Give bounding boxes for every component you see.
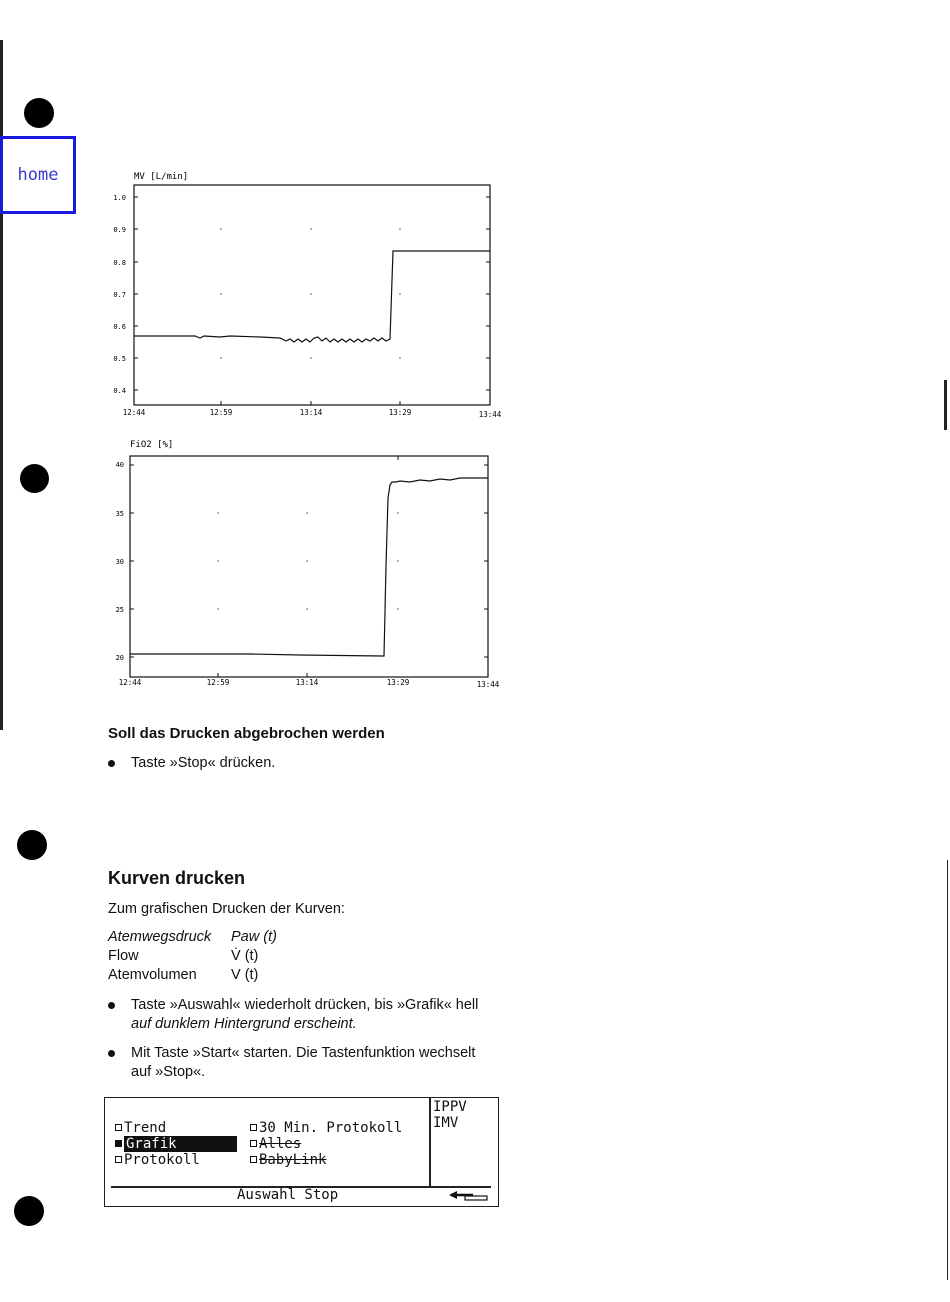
lcd-menu-label: 30 Min. Protokoll (259, 1120, 403, 1136)
mv-grid-dots (220, 228, 401, 359)
lcd-mode-imv: IMV (433, 1115, 459, 1131)
mv-xtick-label: 13:44 (478, 410, 502, 419)
mv-tick-marks (134, 197, 490, 405)
start-instruction-line1: Mit Taste »Start« starten. Die Tastenfunktion wechselt (131, 1045, 476, 1061)
punch-hole-3 (17, 830, 47, 860)
device-lcd-display (104, 1097, 499, 1207)
lcd-menu-protokoll[interactable] (115, 1152, 200, 1168)
curve-value: Paw (t) (231, 929, 277, 945)
fio2-ytick-labels (116, 461, 124, 662)
fio2-xtick-label: 12:59 (206, 678, 230, 687)
lcd-mode-ippv: IPPV (433, 1099, 467, 1115)
mv-xtick-label: 13:14 (299, 408, 323, 417)
select-instruction-line2: auf dunklem Hintergrund erscheint. (131, 1016, 357, 1032)
fio2-grid-dots (217, 512, 399, 610)
mv-series-line (134, 251, 490, 342)
lcd-menu-label: Protokoll (124, 1152, 200, 1168)
lcd-menu-trend[interactable] (115, 1120, 166, 1136)
checkbox-icon (250, 1156, 257, 1163)
mv-ytick-label: 0.8 (113, 259, 126, 267)
fio2-series-line (130, 478, 488, 656)
mv-ylabel: MV [L/min] (134, 172, 189, 182)
curve-label: Flow (108, 948, 139, 964)
mv-ytick-label: 0.6 (113, 323, 126, 331)
stop-print-heading: Soll das Drucken abgebrochen werden (108, 725, 385, 742)
curve-label: Atemwegsdruck (108, 929, 212, 945)
lcd-menu-30min-protokoll[interactable] (250, 1120, 402, 1136)
fio2-xtick-label: 13:14 (295, 678, 319, 687)
lcd-menu-babylink[interactable] (250, 1152, 326, 1168)
fio2-xtick-label: 13:44 (476, 680, 500, 689)
mv-ytick-labels (113, 194, 126, 395)
fio2-xtick-label: 12:44 (118, 678, 142, 687)
fio2-xtick-labels (119, 678, 500, 689)
punch-hole-2 (20, 464, 49, 493)
fio2-plot-frame (130, 456, 488, 677)
lcd-softkey-labels[interactable]: Auswahl Stop (237, 1187, 339, 1203)
fio2-xtick-label: 13:29 (386, 678, 410, 687)
home-button[interactable]: home (0, 136, 76, 214)
mv-xtick-label: 12:44 (122, 408, 146, 417)
punch-hole-4 (14, 1196, 44, 1226)
lcd-mode-divider (429, 1098, 431, 1186)
mv-xtick-label: 12:59 (209, 408, 233, 417)
fio2-trend-chart (100, 436, 510, 692)
fio2-ytick-label: 25 (115, 606, 124, 614)
mv-ytick-label: 0.9 (113, 226, 126, 234)
checkbox-checked-icon (115, 1140, 122, 1147)
checkbox-icon (115, 1124, 122, 1131)
fio2-ytick-label: 20 (115, 654, 124, 662)
mv-trend-chart (100, 165, 510, 420)
lcd-menu-label-disabled: BabyLink (259, 1152, 327, 1168)
checkbox-icon (115, 1156, 122, 1163)
fio2-ylabel: FiO2 [%] (130, 440, 174, 450)
page-edge-mark (944, 380, 947, 430)
fio2-tick-marks (130, 456, 488, 677)
lcd-menu-grafik[interactable] (115, 1136, 237, 1152)
mv-ytick-label: 0.5 (113, 355, 126, 363)
print-curves-intro: Zum grafischen Drucken der Kurven: (108, 901, 345, 917)
print-curves-heading: Kurven drucken (108, 868, 246, 888)
checkbox-icon (250, 1140, 257, 1147)
mv-xtick-labels (123, 408, 502, 419)
enter-arrow-icon[interactable] (447, 1189, 489, 1203)
right-margin-line (947, 860, 948, 1280)
curve-label: Atemvolumen (108, 967, 197, 983)
fio2-ytick-label: 30 (115, 558, 124, 566)
punch-hole-1 (24, 98, 54, 128)
curve-value: V (t) (231, 967, 259, 983)
mv-plot-frame (134, 185, 490, 405)
mv-ytick-label: 0.4 (113, 387, 126, 395)
mv-ytick-label: 0.7 (113, 291, 126, 299)
lcd-menu-label: Trend (124, 1120, 167, 1136)
fio2-ytick-label: 35 (115, 510, 124, 518)
lcd-menu-label-disabled: Alles (259, 1136, 302, 1152)
curve-value: V̇ (t) (231, 948, 259, 964)
fio2-ytick-label: 40 (115, 461, 124, 469)
mv-xtick-label: 13:29 (388, 408, 412, 417)
mv-ytick-label: 1.0 (113, 194, 126, 202)
checkbox-icon (250, 1124, 257, 1131)
stop-print-instruction: Taste »Stop« drücken. (131, 755, 276, 771)
lcd-menu-alles[interactable] (250, 1136, 301, 1152)
lcd-menu-label-selected: Grafik (124, 1136, 237, 1152)
start-instruction-line2: auf »Stop«. (131, 1064, 206, 1080)
select-instruction-line1: Taste »Auswahl« wiederholt drücken, bis »Grafik« hell (131, 997, 479, 1013)
